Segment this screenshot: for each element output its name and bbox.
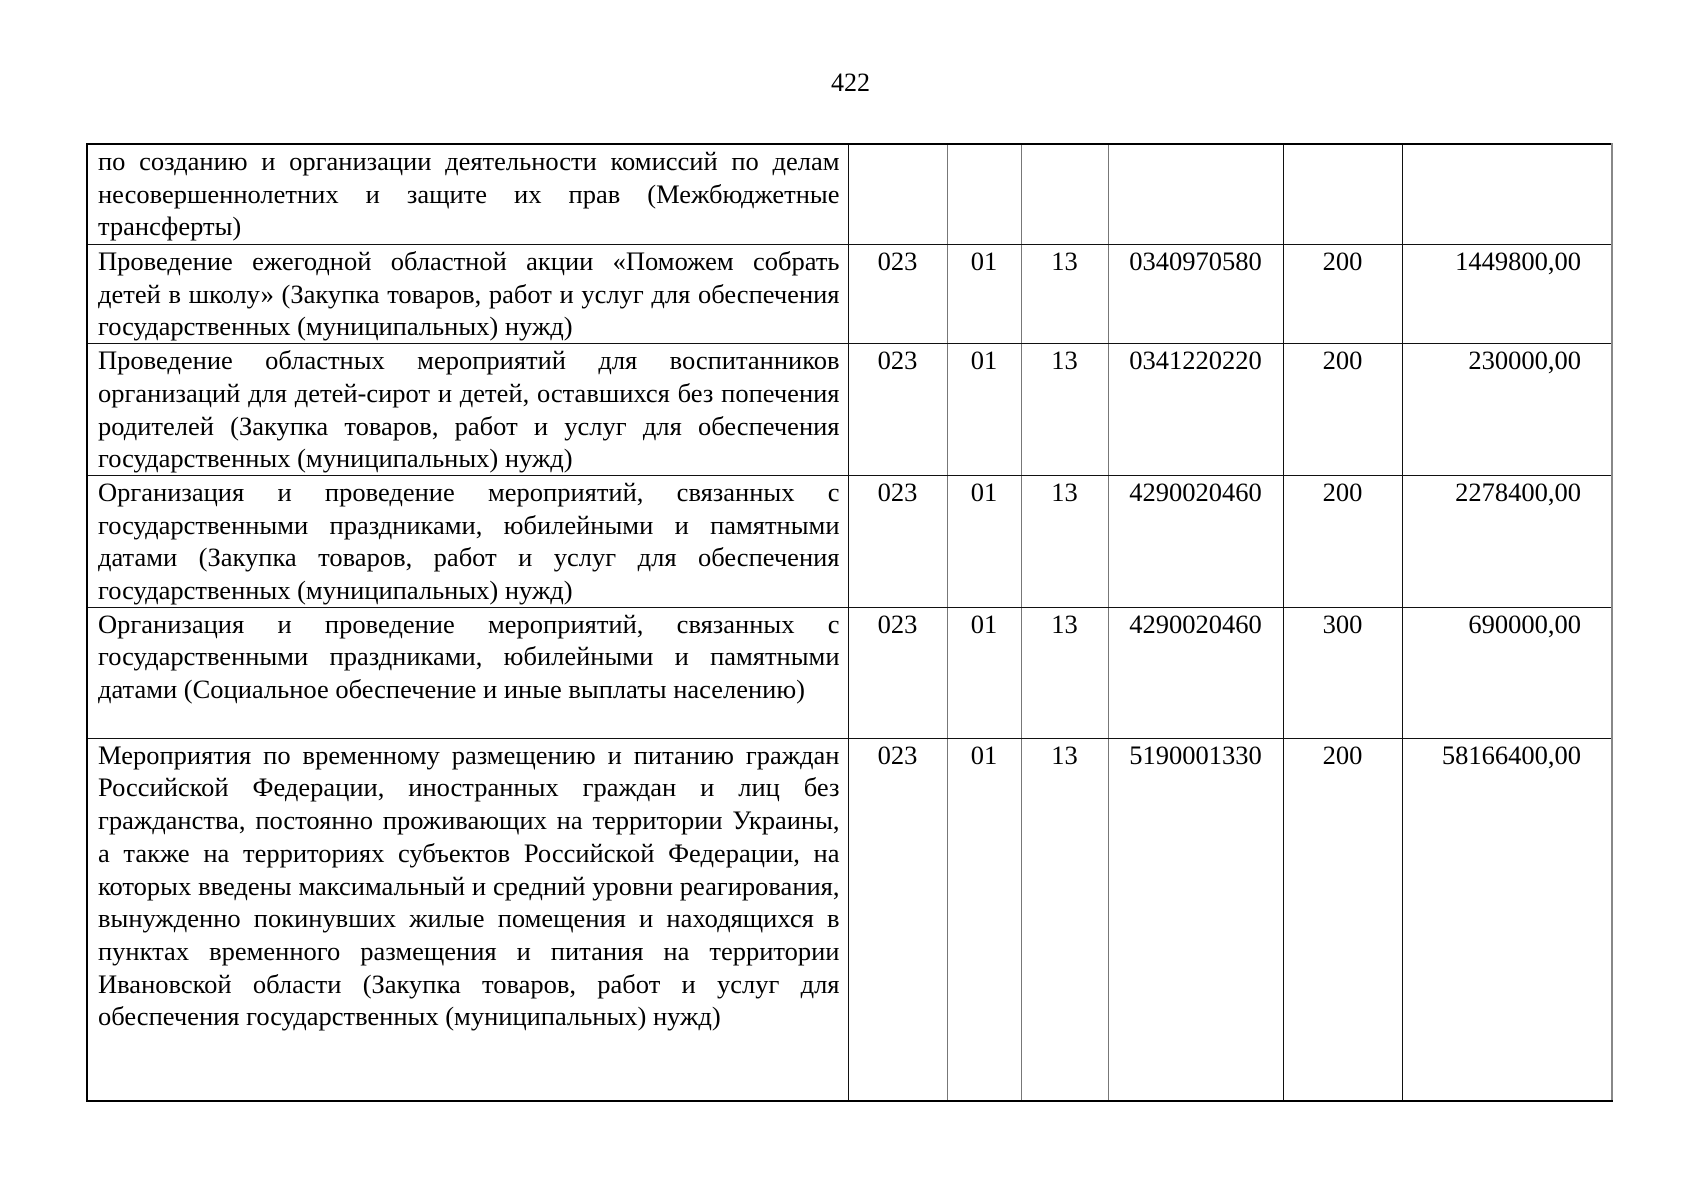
expense-type-cell: 200 [1283, 738, 1402, 1101]
amount-cell: 230000,00 [1402, 344, 1612, 476]
table-row [87, 607, 1612, 738]
section-cell: 01 [947, 245, 1021, 344]
subsection-cell: 13 [1021, 475, 1108, 607]
target-article-cell: 5190001330 [1108, 738, 1283, 1101]
table-row [87, 245, 1612, 344]
row-description: Проведение ежегодной областной акции «Поможем собрать детей в школу» (Закупка товаров, работ и услуг для обеспечения государственных (муниципальных) нужд) [87, 245, 848, 344]
table-row [87, 344, 1612, 476]
section-cell: 01 [947, 475, 1021, 607]
target-article-cell: 0341220220 [1108, 344, 1283, 476]
amount-cell: 1449800,00 [1402, 245, 1612, 344]
expense-type-cell: 200 [1283, 344, 1402, 476]
expense-type-cell: 200 [1283, 245, 1402, 344]
amount-cell: 58166400,00 [1402, 738, 1612, 1101]
section-cell: 01 [947, 607, 1021, 738]
target-article-cell [1108, 144, 1283, 245]
subsection-cell: 13 [1021, 344, 1108, 476]
ministry-code-cell: 023 [848, 607, 947, 738]
table-row [87, 144, 1612, 245]
subsection-cell [1021, 144, 1108, 245]
expense-type-cell: 300 [1283, 607, 1402, 738]
expense-type-cell: 200 [1283, 475, 1402, 607]
ministry-code-cell: 023 [848, 245, 947, 344]
target-article-cell: 0340970580 [1108, 245, 1283, 344]
target-article-cell: 4290020460 [1108, 475, 1283, 607]
budget-table [86, 143, 1613, 1102]
row-description: по созданию и организации деятельности комиссий по делам несовершеннолетних и защите их прав (Межбюджетные трансферты) [87, 144, 848, 245]
subsection-cell: 13 [1021, 245, 1108, 344]
ministry-code-cell [848, 144, 947, 245]
section-cell [947, 144, 1021, 245]
row-description: Организация и проведение мероприятий, связанных с государственными праздниками, юбилейными и памятными датами (Социальное обеспечение и иные выплаты населению) [87, 607, 848, 738]
table-row [87, 738, 1612, 1101]
section-cell: 01 [947, 344, 1021, 476]
row-description: Мероприятия по временному размещению и питанию граждан Российской Федерации, иностранных граждан и лиц без гражданства, постоянно проживающих на территории Украины, а также на территориях субъектов Российской Федерации, на которых введены максимальный и средний уровни реагирования, вынужденно покинувших жилые помещения и находящихся в пунктах временного размещения и питания на территории Ивановской области (Закупка товаров, работ и услуг для обеспечения государственных (муниципальных) нужд) [87, 738, 848, 1101]
ministry-code-cell: 023 [848, 738, 947, 1101]
row-description: Проведение областных мероприятий для воспитанников организаций для детей-сирот и детей, оставшихся без попечения родителей (Закупка товаров, работ и услуг для обеспечения государственных (муниципальных) нужд) [87, 344, 848, 476]
amount-cell [1402, 144, 1612, 245]
expense-type-cell [1283, 144, 1402, 245]
table-row [87, 475, 1612, 607]
amount-cell: 690000,00 [1402, 607, 1612, 738]
subsection-cell: 13 [1021, 607, 1108, 738]
amount-cell: 2278400,00 [1402, 475, 1612, 607]
page-number: 422 [831, 68, 870, 97]
target-article-cell: 4290020460 [1108, 607, 1283, 738]
subsection-cell: 13 [1021, 738, 1108, 1101]
ministry-code-cell: 023 [848, 344, 947, 476]
row-description: Организация и проведение мероприятий, связанных с государственными праздниками, юбилейными и памятными датами (Закупка товаров, работ и услуг для обеспечения государственных (муниципальных) нужд) [87, 475, 848, 607]
ministry-code-cell: 023 [848, 475, 947, 607]
section-cell: 01 [947, 738, 1021, 1101]
